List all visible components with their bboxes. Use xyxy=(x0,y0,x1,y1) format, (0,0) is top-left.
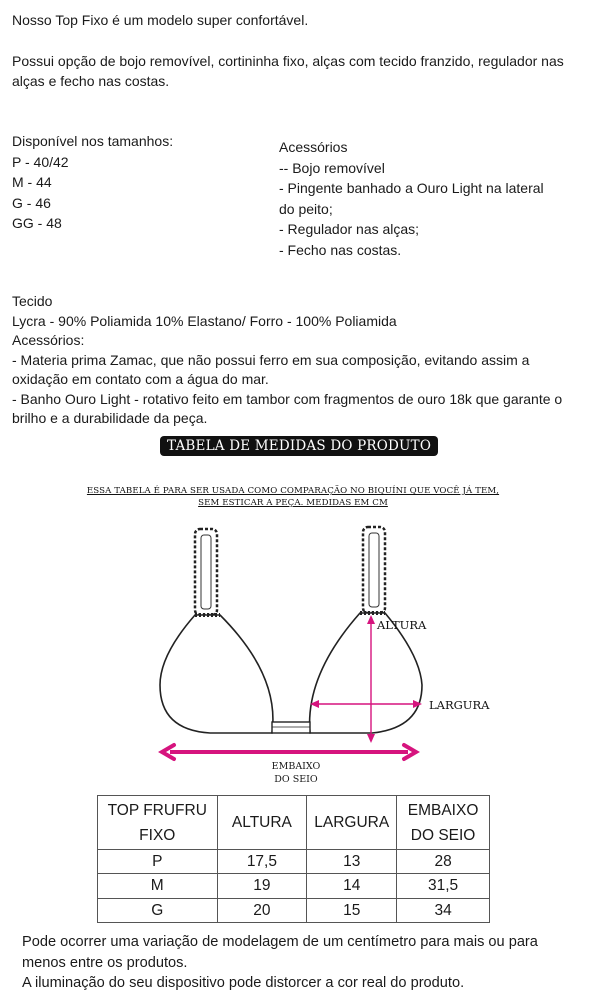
right-strap-inner xyxy=(369,533,379,607)
embaixo-label-line-2: DO SEIO xyxy=(274,774,318,785)
col-model-header xyxy=(98,796,218,850)
col-altura-header: ALTURA xyxy=(217,796,307,850)
accessory-item: - Fecho nas costas. xyxy=(279,241,402,258)
table-header-row xyxy=(98,796,490,850)
intro-line-1: Nosso Top Fixo é um modelo super confortável. xyxy=(12,12,309,28)
fabric-composition: Lycra - 90% Poliamida 10% Elastano/ Forro - 100% Poliamida xyxy=(12,312,397,329)
sizes-block xyxy=(12,131,173,234)
fabric-line: - Banho Ouro Light - rotativo feito em tambor com fragmentos de ouro 18k que garante o xyxy=(12,390,563,407)
accessory-item: -- Bojo removível xyxy=(279,159,385,176)
sizes-heading: Disponível nos tamanhos: xyxy=(12,133,174,149)
col-embaixo-header xyxy=(397,796,490,850)
intro-line-2a: Possui opção de bojo removível, cortininha fixo, alças com tecido franzido, regulador nas xyxy=(12,53,564,69)
accessory-item: - Regulador nas alças; xyxy=(279,221,420,237)
altura-label: ALTURA xyxy=(377,618,427,632)
cell-size: G xyxy=(98,899,218,923)
fabric-line: oxidação em contato com a água do mar. xyxy=(12,371,269,387)
col-model-line-2: FIXO xyxy=(139,826,176,844)
cell-largura: 15 xyxy=(307,899,397,923)
col-largura-header: LARGURA xyxy=(307,796,397,850)
cell-embaixo: 31,5 xyxy=(397,874,490,899)
cell-altura: 17,5 xyxy=(217,850,307,874)
accessories-block xyxy=(279,137,544,260)
col-embaixo-line-2: DO SEIO xyxy=(410,826,476,844)
footer-line-2: menos entre os produtos. xyxy=(22,954,188,971)
measure-note-line-2: SEM ESTICAR A PEÇA. MEDIDAS EM CM xyxy=(198,498,388,508)
cell-altura: 19 xyxy=(217,874,307,899)
cell-altura: 20 xyxy=(217,899,307,923)
size-item: P - 40/42 xyxy=(12,153,69,170)
cell-size: M xyxy=(98,874,218,899)
cell-largura: 14 xyxy=(307,874,397,899)
measure-table-title: TABELA DE MEDIDAS DO PRODUTO xyxy=(160,436,438,456)
table-row xyxy=(98,874,490,899)
left-cup xyxy=(160,615,273,733)
cell-largura: 13 xyxy=(307,850,397,874)
accessories-heading: Acessórios xyxy=(279,139,348,155)
fabric-line: brilho e a durabilidade da peça. xyxy=(12,410,208,426)
footer-line-1: Pode ocorrer uma variação de modelagem de um centímetro para mais ou para xyxy=(22,934,538,950)
measure-note-line-1: ESSA TABELA É PARA SER USADA COMO COMPARAÇÃO NO BIQUÍNI QUE VOCÊ JÁ TEM, xyxy=(86,486,500,496)
largura-label: LARGURA xyxy=(429,698,490,712)
embaixo-label-line-1: EMBAIXO xyxy=(271,761,321,772)
embaixo-label xyxy=(246,760,346,786)
col-model-line-1: TOP FRUFRU xyxy=(107,801,207,819)
accessory-item: - Pingente banhado a Ouro Light na lateral xyxy=(279,180,544,196)
left-strap-inner xyxy=(201,535,211,609)
size-item: G - 46 xyxy=(12,194,51,211)
footer-line-3: A iluminação do seu dispositivo pode distorcer a cor real do produto. xyxy=(22,975,465,991)
fabric-block xyxy=(12,292,562,429)
altura-arrow-head-bottom xyxy=(367,734,375,743)
center-gore xyxy=(272,722,310,733)
col-embaixo-line-1: EMBAIXO xyxy=(407,801,479,819)
fabric-line: - Materia prima Zamac, que não possui ferro em sua composição, evitando assim a xyxy=(12,351,530,368)
size-item: M - 44 xyxy=(12,174,52,190)
table-row xyxy=(98,850,490,874)
intro-line-2b: alças e fecho nas costas. xyxy=(12,73,170,89)
bra-diagram xyxy=(0,515,600,795)
cell-embaixo: 34 xyxy=(397,899,490,923)
cell-size: P xyxy=(98,850,218,874)
table-row xyxy=(98,899,490,923)
accessory-item: do peito; xyxy=(279,200,333,217)
measurements-table xyxy=(97,795,490,923)
fabric-heading: Tecido xyxy=(12,293,53,309)
size-item: GG - 48 xyxy=(12,215,62,231)
footer-notes xyxy=(22,932,538,994)
fabric-accessories-heading: Acessórios: xyxy=(12,332,85,348)
cell-embaixo: 28 xyxy=(397,850,490,874)
